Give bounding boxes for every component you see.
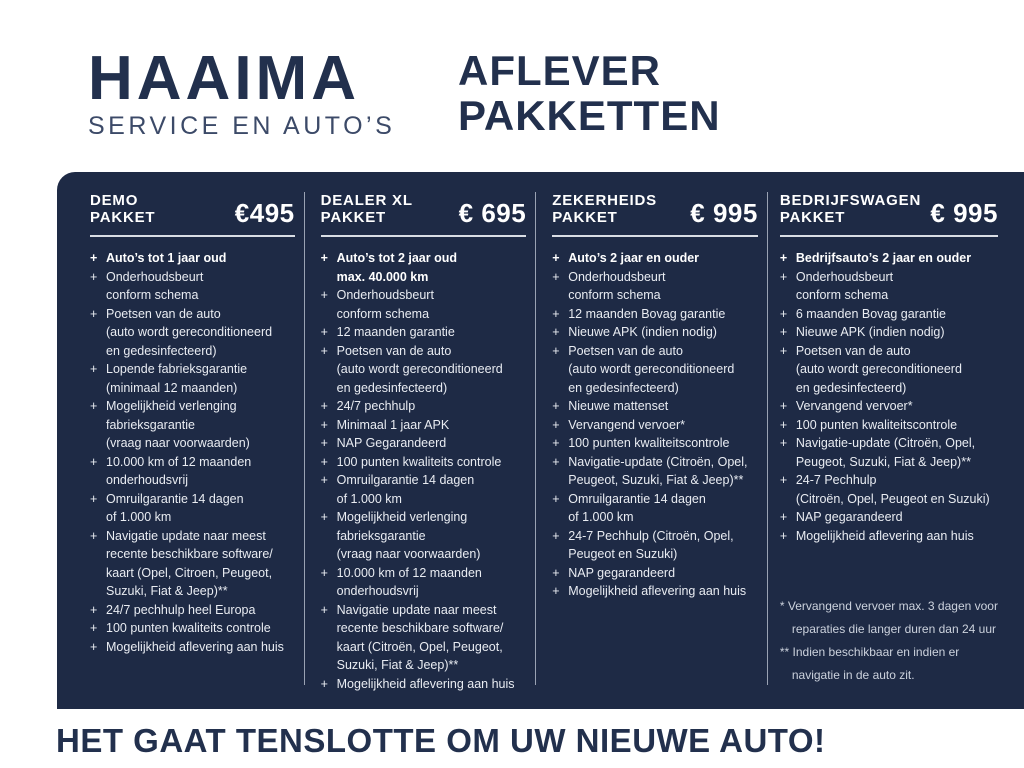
plus-bullet: + <box>779 306 788 321</box>
package-column <box>768 172 1024 709</box>
brand-subtitle: SERVICE EN AUTO’S <box>88 112 396 140</box>
plus-bullet: + <box>552 454 560 469</box>
package-item: + Omruilgarantie 14 dagen of 1.000 km <box>320 473 475 506</box>
plus-bullet: + <box>552 269 560 284</box>
header-rule <box>321 235 527 237</box>
package-item: + Poetsen van de auto (auto wordt gereconditioneerd en gedesinfecteerd) <box>779 343 962 395</box>
plus-bullet: + <box>90 639 98 654</box>
plus-bullet: + <box>90 399 98 413</box>
plus-bullet: + <box>552 399 560 413</box>
package-item: + Onderhoudsbeurt conform schema <box>552 269 666 302</box>
plus-bullet: + <box>779 399 788 413</box>
plus-bullet: + <box>779 325 788 339</box>
package-item: + Mogelijkheid aflevering aan huis <box>321 675 527 694</box>
package-item: + 10.000 km of 12 maanden onderhoudsvrij <box>320 565 482 598</box>
package-item: + Auto’s tot 1 jaar oud <box>90 249 295 268</box>
plus-bullet: + <box>90 454 98 469</box>
package-item: + Navigatie update naar meest recente beschikbare software/ kaart (Citroën, Opel, Peugeot, Suzuki, Fiat & Jeep)** <box>320 602 504 672</box>
footnotes <box>780 595 998 709</box>
page-title-line1: AFLEVER <box>458 47 662 94</box>
plus-bullet: + <box>779 510 788 524</box>
page-title-line2: PAKKETTEN <box>458 92 721 139</box>
package-item: + 24-7 Pechhulp (Citroën, Opel, Peugeot en Suzuki) <box>779 473 990 506</box>
package-title <box>90 192 155 226</box>
brand-name: HAAIMA <box>88 44 360 113</box>
footnote: ** Indien beschikbaar en indien er navigatie in de auto zit. <box>779 645 960 682</box>
package-title-line2: PAKKET <box>779 209 846 226</box>
package-item: + Navigatie-update (Citroën, Opel, Peugeot, Suzuki, Fiat & Jeep)** <box>552 454 748 487</box>
plus-bullet: + <box>90 491 98 506</box>
package-item: + Poetsen van de auto (auto wordt gereconditioneerd en gedesinfecteerd) <box>552 343 735 395</box>
plus-bullet: + <box>552 528 560 543</box>
package-title-line1: ZEKERHEIDS <box>552 192 657 209</box>
plus-bullet: + <box>320 343 328 358</box>
package-item-list <box>552 249 758 601</box>
package-item: + Omruilgarantie 14 dagen of 1.000 km <box>552 491 706 524</box>
plus-bullet: + <box>552 436 560 450</box>
package-title-line1: DEALER XL <box>320 192 413 209</box>
package-item: + Mogelijkheid verlenging fabrieksgarantie (vraag naar voorwaarden) <box>90 399 250 450</box>
package-price: € 995 <box>930 198 998 228</box>
package-item: + 10.000 km of 12 maanden onderhoudsvrij <box>90 454 252 487</box>
plus-bullet: + <box>320 251 328 265</box>
package-item: + 12 maanden garantie <box>321 323 527 342</box>
package-item: + Poetsen van de auto (auto wordt gereconditioneerd en gedesinfecteerd) <box>320 343 503 395</box>
package-column <box>57 172 305 709</box>
package-item: + Vervangend vervoer* <box>552 416 758 435</box>
plus-bullet: + <box>90 306 98 321</box>
package-item: + Mogelijkheid aflevering aan huis <box>780 527 998 546</box>
package-item: + Nieuwe APK (indien nodig) <box>552 323 758 342</box>
plus-bullet: + <box>320 510 328 524</box>
package-price: € 995 <box>690 198 758 228</box>
footnote: * Vervangend vervoer max. 3 dagen voor reparaties die langer duren dan 24 uur <box>779 599 998 636</box>
plus-bullet: + <box>552 343 560 358</box>
tagline: HET GAAT TENSLOTTE OM UW NIEUWE AUTO! <box>56 722 826 759</box>
package-column <box>305 172 537 709</box>
package-title-line2: PAKKET <box>90 209 156 226</box>
package-item: + Omruilgarantie 14 dagen of 1.000 km <box>90 491 244 524</box>
package-item: + 100 punten kwaliteits controle <box>90 619 295 638</box>
plus-bullet: + <box>320 325 328 339</box>
package-item: + Navigatie update naar meest recente beschikbare software/ kaart (Opel, Citroen, Peugeot, Suzuki, Fiat & Jeep)** <box>90 528 273 598</box>
header-rule <box>552 235 758 237</box>
package-item: + Auto’s 2 jaar en ouder <box>552 249 758 268</box>
package-title <box>552 192 657 226</box>
package-item: + Minimaal 1 jaar APK <box>321 416 527 435</box>
plus-bullet: + <box>320 602 328 617</box>
plus-bullet: + <box>320 288 328 302</box>
package-header <box>90 192 295 226</box>
package-item: + Bedrijfsauto’s 2 jaar en ouder <box>780 249 998 268</box>
header-rule <box>90 235 295 237</box>
package-title <box>321 192 413 226</box>
package-item-list <box>780 249 998 545</box>
package-item: + Onderhoudsbeurt conform schema <box>90 269 204 302</box>
package-item-list <box>321 249 527 693</box>
package-item: + 6 maanden Bovag garantie <box>780 305 998 324</box>
package-item: + 24-7 Pechhulp (Citroën, Opel, Peugeot en Suzuki) <box>552 528 734 561</box>
plus-bullet: + <box>90 251 98 265</box>
package-item: + Navigatie-update (Citroën, Opel, Peugeot, Suzuki, Fiat & Jeep)** <box>779 436 976 469</box>
package-title-line2: PAKKET <box>552 209 618 226</box>
package-item-list <box>90 249 295 656</box>
plus-bullet: + <box>552 306 560 321</box>
plus-bullet: + <box>320 436 328 450</box>
page-title <box>458 48 721 138</box>
package-price: €495 <box>234 198 295 228</box>
packages-panel <box>57 172 1024 709</box>
plus-bullet: + <box>320 676 328 691</box>
package-item: + NAP gegarandeerd <box>552 564 758 583</box>
package-item: + Poetsen van de auto (auto wordt gereconditioneerd en gedesinfecteerd) <box>90 306 273 358</box>
plus-bullet: + <box>552 325 560 339</box>
package-price: € 695 <box>458 198 527 228</box>
plus-bullet: + <box>90 269 98 284</box>
plus-bullet: + <box>779 269 788 284</box>
package-title-line1: BEDRIJFSWAGEN <box>779 192 922 209</box>
package-item: + 100 punten kwaliteitscontrole <box>780 416 998 435</box>
package-item: + NAP gegarandeerd <box>780 508 998 527</box>
plus-bullet: + <box>320 399 328 413</box>
package-item: + Mogelijkheid aflevering aan huis <box>90 638 295 657</box>
plus-bullet: + <box>552 565 560 580</box>
package-header <box>321 192 527 226</box>
package-item: + 100 punten kwaliteits controle <box>321 453 527 472</box>
plus-bullet: + <box>779 343 788 358</box>
package-column <box>536 172 768 709</box>
plus-bullet: + <box>90 621 98 635</box>
brand-logo <box>88 44 433 141</box>
plus-bullet: + <box>90 602 98 617</box>
plus-bullet: + <box>552 584 560 598</box>
package-item: + Auto’s tot 2 jaar oud max. 40.000 km <box>320 251 457 284</box>
plus-bullet: + <box>552 417 560 432</box>
package-item: + Mogelijkheid aflevering aan huis <box>552 582 758 601</box>
plus-bullet: + <box>320 473 328 487</box>
package-header <box>780 192 998 226</box>
package-item: + Onderhoudsbeurt conform schema <box>779 269 894 302</box>
plus-bullet: + <box>779 417 788 432</box>
package-item: + Mogelijkheid verlenging fabrieksgarantie (vraag naar voorwaarden) <box>320 510 481 561</box>
header-rule <box>780 235 998 237</box>
package-title-line2: PAKKET <box>320 209 386 226</box>
package-item: + Nieuwe APK (indien nodig) <box>780 323 998 342</box>
package-item: + 12 maanden Bovag garantie <box>552 305 758 324</box>
package-item: + 24/7 pechhulp <box>321 397 527 416</box>
package-item: + NAP Gegarandeerd <box>321 434 527 453</box>
package-item: + Lopende fabrieksgarantie (minimaal 12 maanden) <box>90 362 248 395</box>
plus-bullet: + <box>90 528 98 543</box>
package-header <box>552 192 758 226</box>
plus-bullet: + <box>320 565 328 580</box>
plus-bullet: + <box>320 454 328 469</box>
plus-bullet: + <box>552 491 560 506</box>
package-item: + Vervangend vervoer* <box>780 397 998 416</box>
package-item: + 24/7 pechhulp heel Europa <box>90 601 295 620</box>
plus-bullet: + <box>779 436 788 450</box>
plus-bullet: + <box>552 251 560 265</box>
package-title-line1: DEMO <box>90 192 139 209</box>
package-item: + 100 punten kwaliteitscontrole <box>552 434 758 453</box>
package-item: + Nieuwe mattenset <box>552 397 758 416</box>
plus-bullet: + <box>779 473 788 487</box>
plus-bullet: + <box>90 362 98 376</box>
plus-bullet: + <box>779 528 788 543</box>
package-item: + Onderhoudsbeurt conform schema <box>320 288 434 321</box>
plus-bullet: + <box>779 251 788 265</box>
package-title <box>780 192 921 226</box>
plus-bullet: + <box>320 417 328 432</box>
